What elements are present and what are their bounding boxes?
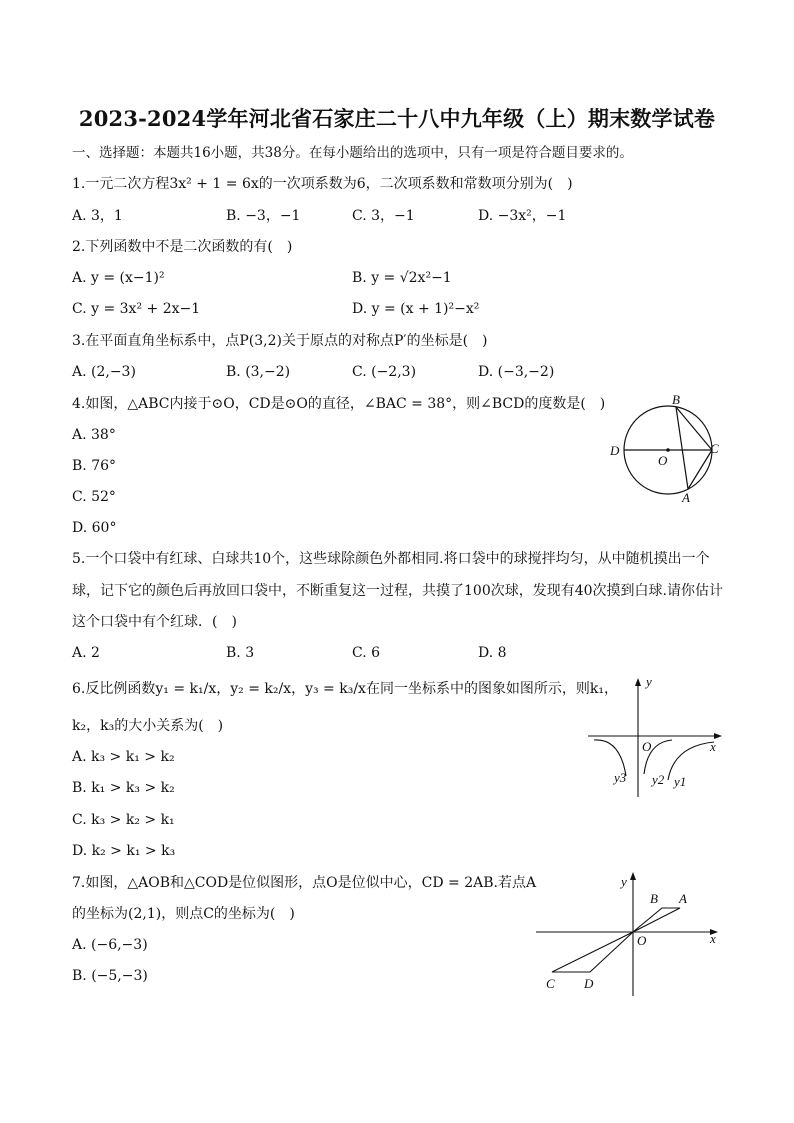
q1-option-b[interactable]: B. −3，−1 bbox=[226, 208, 301, 224]
label-y-axis: y bbox=[646, 674, 652, 689]
label-a: A bbox=[679, 891, 687, 906]
center-dot bbox=[666, 448, 670, 452]
triangle-cod bbox=[552, 932, 633, 972]
q4-option-c[interactable]: C. 52° bbox=[72, 489, 116, 505]
segment-ac bbox=[688, 450, 712, 489]
q6-option-d[interactable]: D. k₂ > k₁ > k₃ bbox=[72, 843, 176, 859]
q5-option-c[interactable]: C. 6 bbox=[352, 645, 381, 661]
label-x-axis: x bbox=[710, 739, 716, 754]
q3-option-d[interactable]: D. (−3,−2) bbox=[478, 364, 555, 380]
q4-option-b[interactable]: B. 76° bbox=[72, 458, 117, 474]
label-y2: y2 bbox=[652, 772, 665, 787]
label-d: D bbox=[584, 976, 594, 991]
q2-option-c[interactable]: C. y = 3x² + 2x−1 bbox=[72, 301, 201, 317]
question-2-stem: 2.下列函数中不是二次函数的有( ) bbox=[72, 239, 293, 255]
question-4-stem: 4.如图，△ABC内接于⊙O，CD是⊙O的直径，∠BAC = 38°，则∠BCD的度数是( ) bbox=[72, 396, 606, 412]
section-heading: 一、选择题：本题共16小题，共38分。在每小题给出的选项中，只有一项是符合题目要求的。 bbox=[72, 145, 633, 161]
label-c: C bbox=[546, 976, 555, 991]
q4-option-a[interactable]: A. 38° bbox=[72, 427, 116, 443]
q1-option-d[interactable]: D. −3x²，−1 bbox=[478, 208, 567, 224]
label-b: B bbox=[650, 891, 658, 906]
y-axis-arrow bbox=[630, 872, 636, 880]
question-5-stem-line-2: 球，记下它的颜色后再放回口袋中，不断重复这一过程，共摸了100次球，发现有40次摸到白球.请你估计 bbox=[72, 583, 723, 599]
q7-option-b[interactable]: B. (−5,−3) bbox=[72, 968, 148, 984]
q2-option-d[interactable]: D. y = (x + 1)²−x² bbox=[352, 301, 480, 317]
q2-option-a[interactable]: A. y = (x−1)² bbox=[72, 270, 165, 286]
circle-figure bbox=[600, 390, 730, 510]
label-y3: y3 bbox=[614, 770, 627, 785]
label-o: O bbox=[637, 933, 647, 948]
q7-option-a[interactable]: A. (−6,−3) bbox=[72, 937, 148, 953]
label-y1: y1 bbox=[674, 774, 687, 789]
triangle-aob bbox=[633, 908, 680, 932]
q6-option-b[interactable]: B. k₁ > k₃ > k₂ bbox=[72, 780, 175, 796]
q3-option-c[interactable]: C. (−2,3) bbox=[352, 364, 417, 380]
question-7-stem-line-2: 的坐标为(2,1)，则点C的坐标为( ) bbox=[72, 906, 295, 922]
label-c: C bbox=[710, 441, 719, 456]
label-b: B bbox=[672, 392, 680, 407]
similar-figure bbox=[532, 868, 728, 1000]
question-6-stem-line-2: k₂，k₃的大小关系为( ) bbox=[72, 718, 224, 734]
label-x-axis: x bbox=[710, 931, 716, 946]
question-5-stem-line-1: 5.一个口袋中有红球、白球共10个，这些球除颜色外都相同.将口袋中的球搅拌均匀，从中随机摸出一个 bbox=[72, 551, 710, 567]
question-7-stem-line-1: 7.如图，△AOB和△COD是位似图形，点O是位似中心，CD = 2AB.若点A bbox=[72, 875, 537, 891]
label-origin: O bbox=[642, 739, 652, 754]
label-a: A bbox=[682, 490, 690, 505]
q2-option-b[interactable]: B. y = √2x²−1 bbox=[352, 270, 452, 286]
exam-title: 2023-2024学年河北省石家庄二十八中九年级（上）期末数学试卷 bbox=[78, 106, 716, 131]
hyperbola-figure bbox=[582, 672, 732, 802]
label-d: D bbox=[610, 443, 620, 458]
q4-option-d[interactable]: D. 60° bbox=[72, 520, 117, 536]
q3-option-a[interactable]: A. (2,−3) bbox=[72, 364, 136, 380]
q6-option-c[interactable]: C. k₃ > k₂ > k₁ bbox=[72, 812, 175, 828]
q5-option-a[interactable]: A. 2 bbox=[72, 645, 100, 661]
question-5-stem-line-3: 这个口袋中有个红球．( ) bbox=[72, 614, 237, 630]
q3-option-b[interactable]: B. (3,−2) bbox=[226, 364, 291, 380]
question-1-stem: 1.一元二次方程3x² + 1 = 6x的一次项系数为6，二次项系数和常数项分别为( ) bbox=[72, 176, 573, 192]
label-o: O bbox=[658, 453, 668, 468]
q5-option-b[interactable]: B. 3 bbox=[226, 645, 255, 661]
q5-option-d[interactable]: D. 8 bbox=[478, 645, 507, 661]
q1-option-c[interactable]: C. 3，−1 bbox=[352, 208, 415, 224]
label-y-axis: y bbox=[621, 874, 627, 889]
q1-option-a[interactable]: A. 3，1 bbox=[72, 208, 123, 224]
q6-option-a[interactable]: A. k₃ > k₁ > k₂ bbox=[72, 749, 175, 765]
y-axis-arrow bbox=[635, 678, 641, 686]
question-6-stem-line-1: 6.反比例函数y₁ = k₁/x，y₂ = k₂/x，y₃ = k₃/x在同一坐标系中的图象如图所示，则k₁， bbox=[72, 681, 619, 697]
question-3-stem: 3.在平面直角坐标系中，点P(3,2)关于原点的对称点P′的坐标是( ) bbox=[72, 333, 488, 349]
